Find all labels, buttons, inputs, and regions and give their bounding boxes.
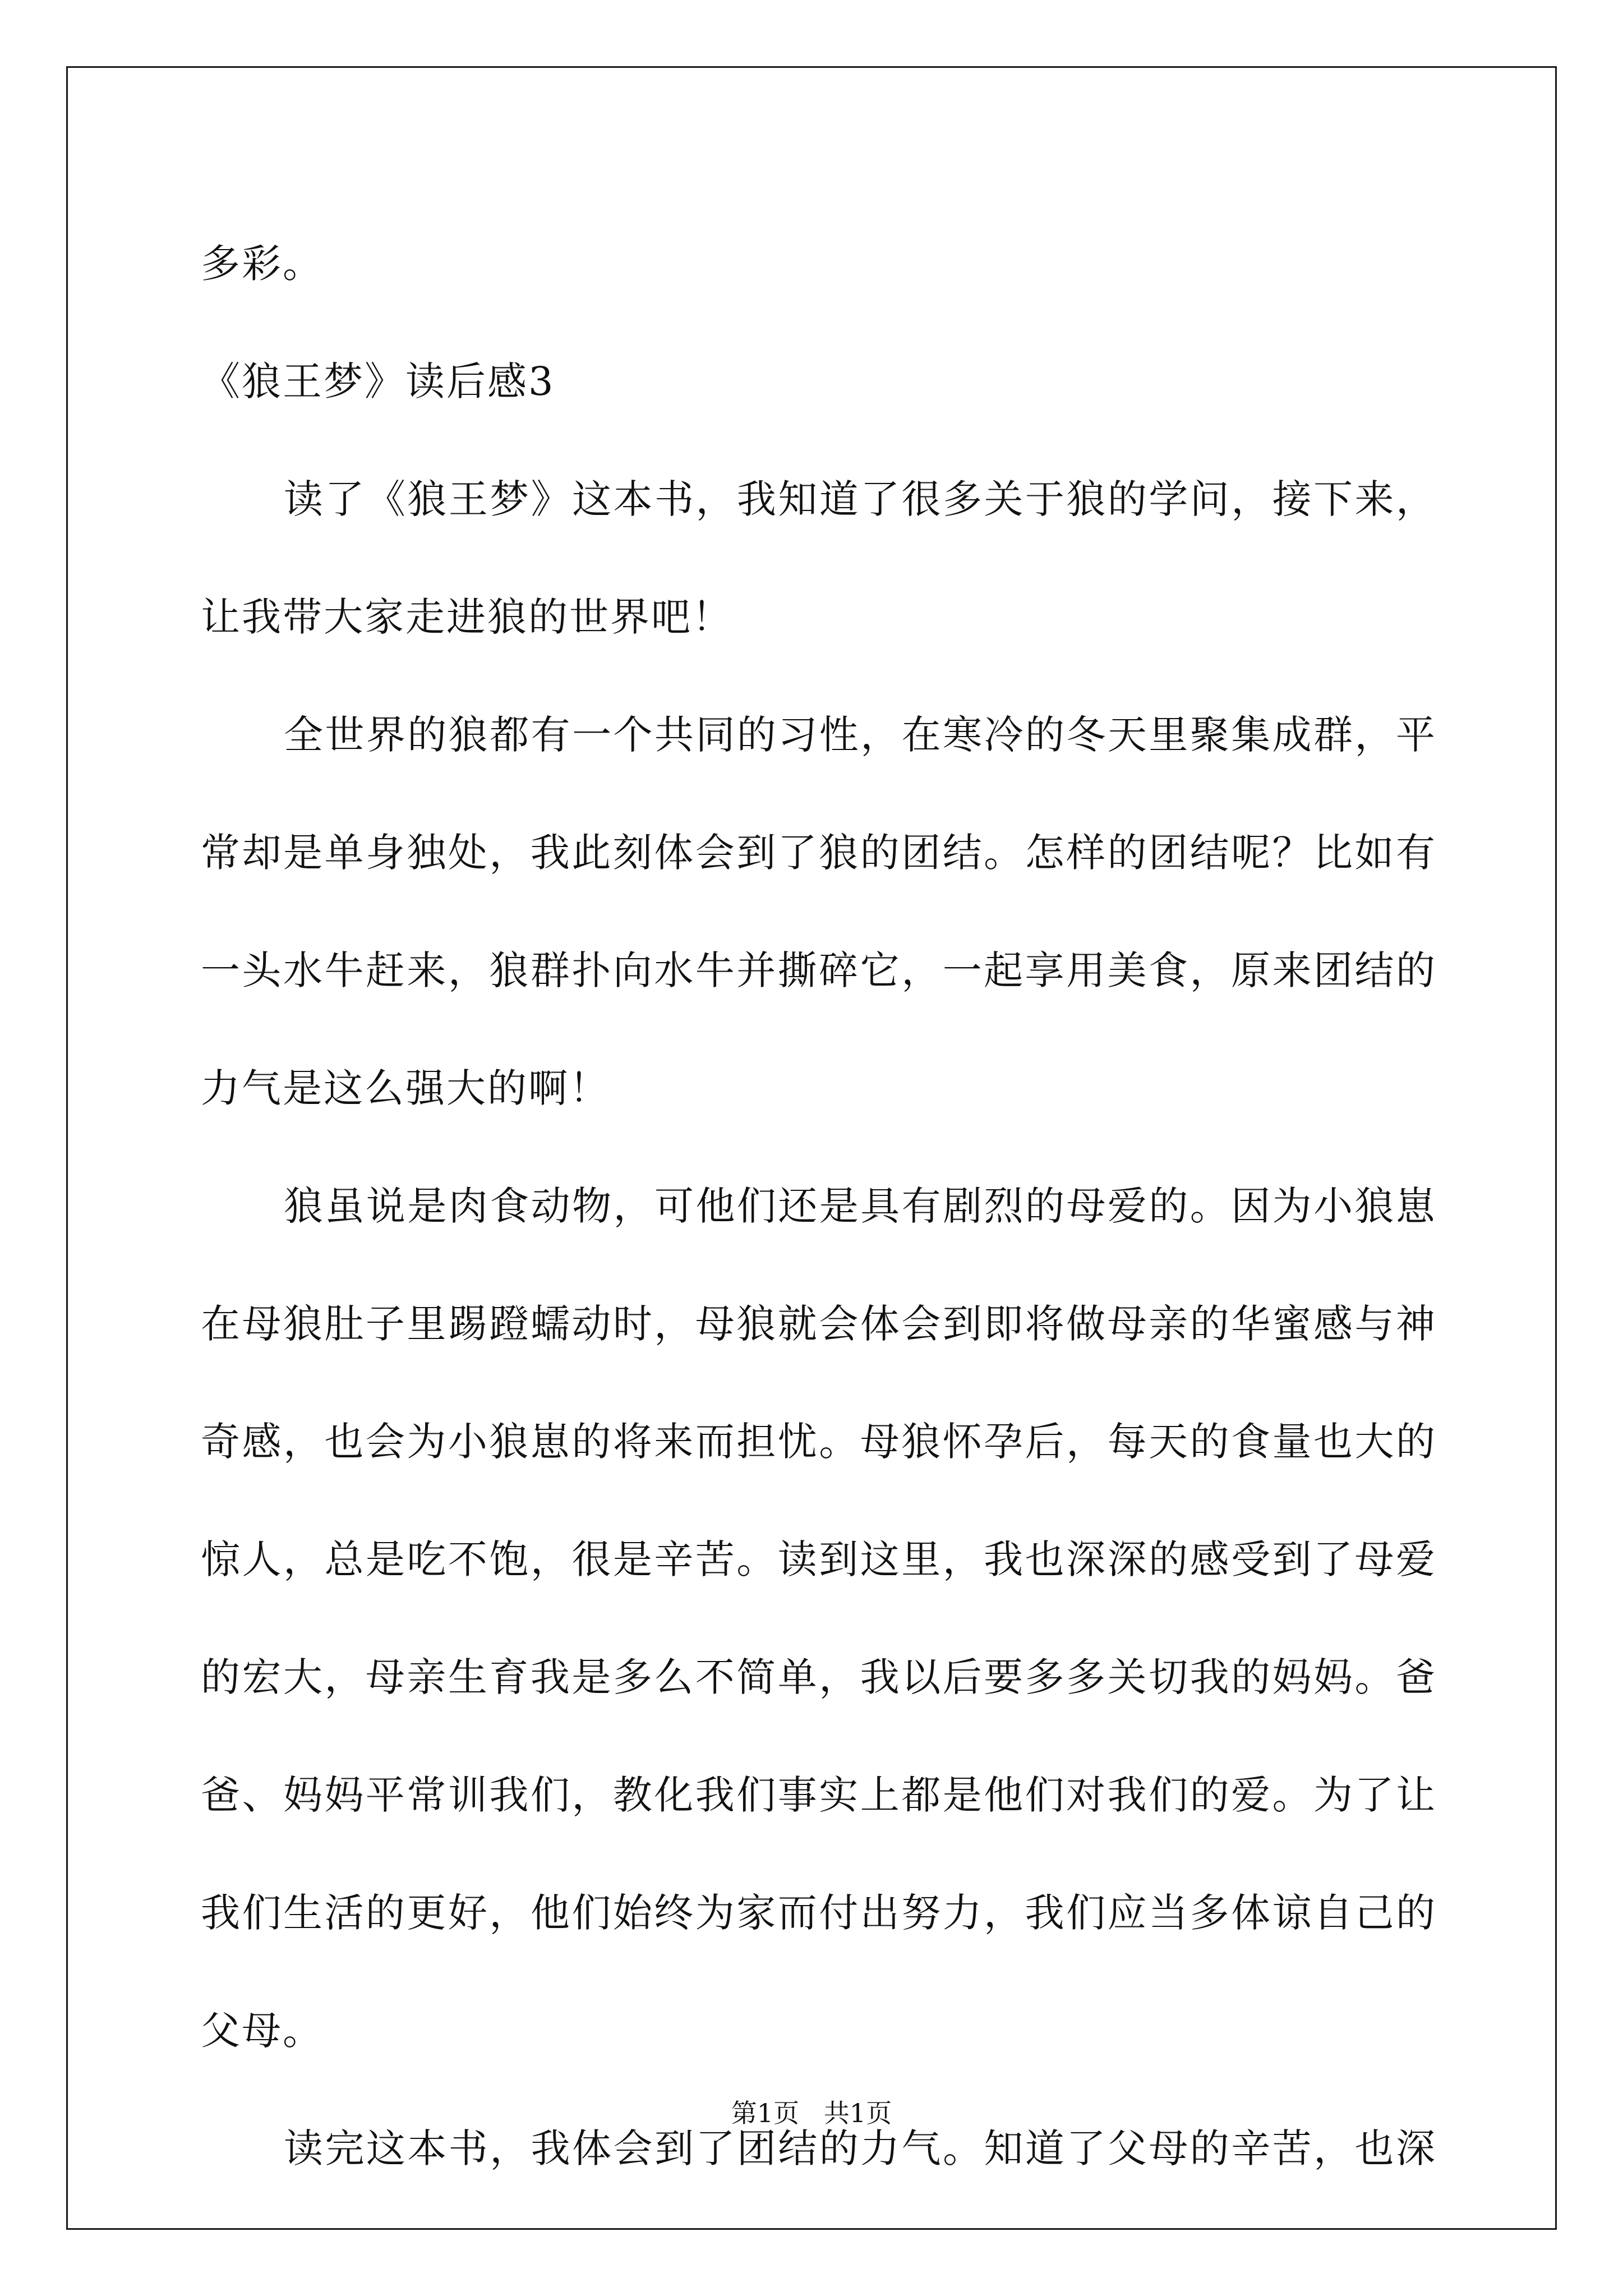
text-line: 奇感，也会为小狼崽的将来而担忧。母狼怀孕后，每天的食量也大的	[201, 1419, 1437, 1465]
text-line: 读了《狼王梦》这本书，我知道了很多关于狼的学问，接下来，	[284, 476, 1437, 522]
text-line: 力气是这么强大的啊！	[201, 1065, 610, 1111]
text-line: 父母。	[201, 2008, 324, 2054]
text-line: 狼虽说是肉食动物，可他们还是具有剧烈的母爱的。因为小狼崽	[284, 1183, 1437, 1229]
text-line: 读完这本书，我体会到了团结的力气。知道了父母的辛苦，也深	[284, 2125, 1437, 2171]
text-line: 全世界的狼都有一个共同的习性，在寒冷的冬天里聚集成群，平	[284, 712, 1437, 758]
document-body	[201, 205, 1437, 2207]
text-line: 的宏大，母亲生育我是多么不简单，我以后要多多关切我的妈妈。爸	[201, 1654, 1437, 1700]
text-line: 我们生活的更好，他们始终为家而付出努力，我们应当多体谅自己的	[201, 1890, 1437, 1936]
text-line: 让我带大家走进狼的世界吧！	[201, 594, 733, 640]
text-line: 常却是单身独处，我此刻体会到了狼的团结。怎样的团结呢？比如有	[201, 830, 1437, 876]
text-line: 在母狼肚子里踢蹬蠕动时，母狼就会体会到即将做母亲的华蜜感与神	[201, 1301, 1437, 1347]
section-heading: 《狼王梦》读后感3	[201, 358, 555, 404]
text-line: 惊人，总是吃不饱，很是辛苦。读到这里，我也深深的感受到了母爱	[201, 1536, 1437, 1582]
text-line: 多彩。	[201, 241, 324, 287]
text-line: 一头水牛赶来，狼群扑向水牛并撕碎它，一起享用美食，原来团结的	[201, 947, 1437, 993]
text-line: 爸、妈妈平常训我们，教化我们事实上都是他们对我们的爱。为了让	[201, 1772, 1437, 1818]
page-footer: 第1页 共1页	[731, 2098, 892, 2128]
